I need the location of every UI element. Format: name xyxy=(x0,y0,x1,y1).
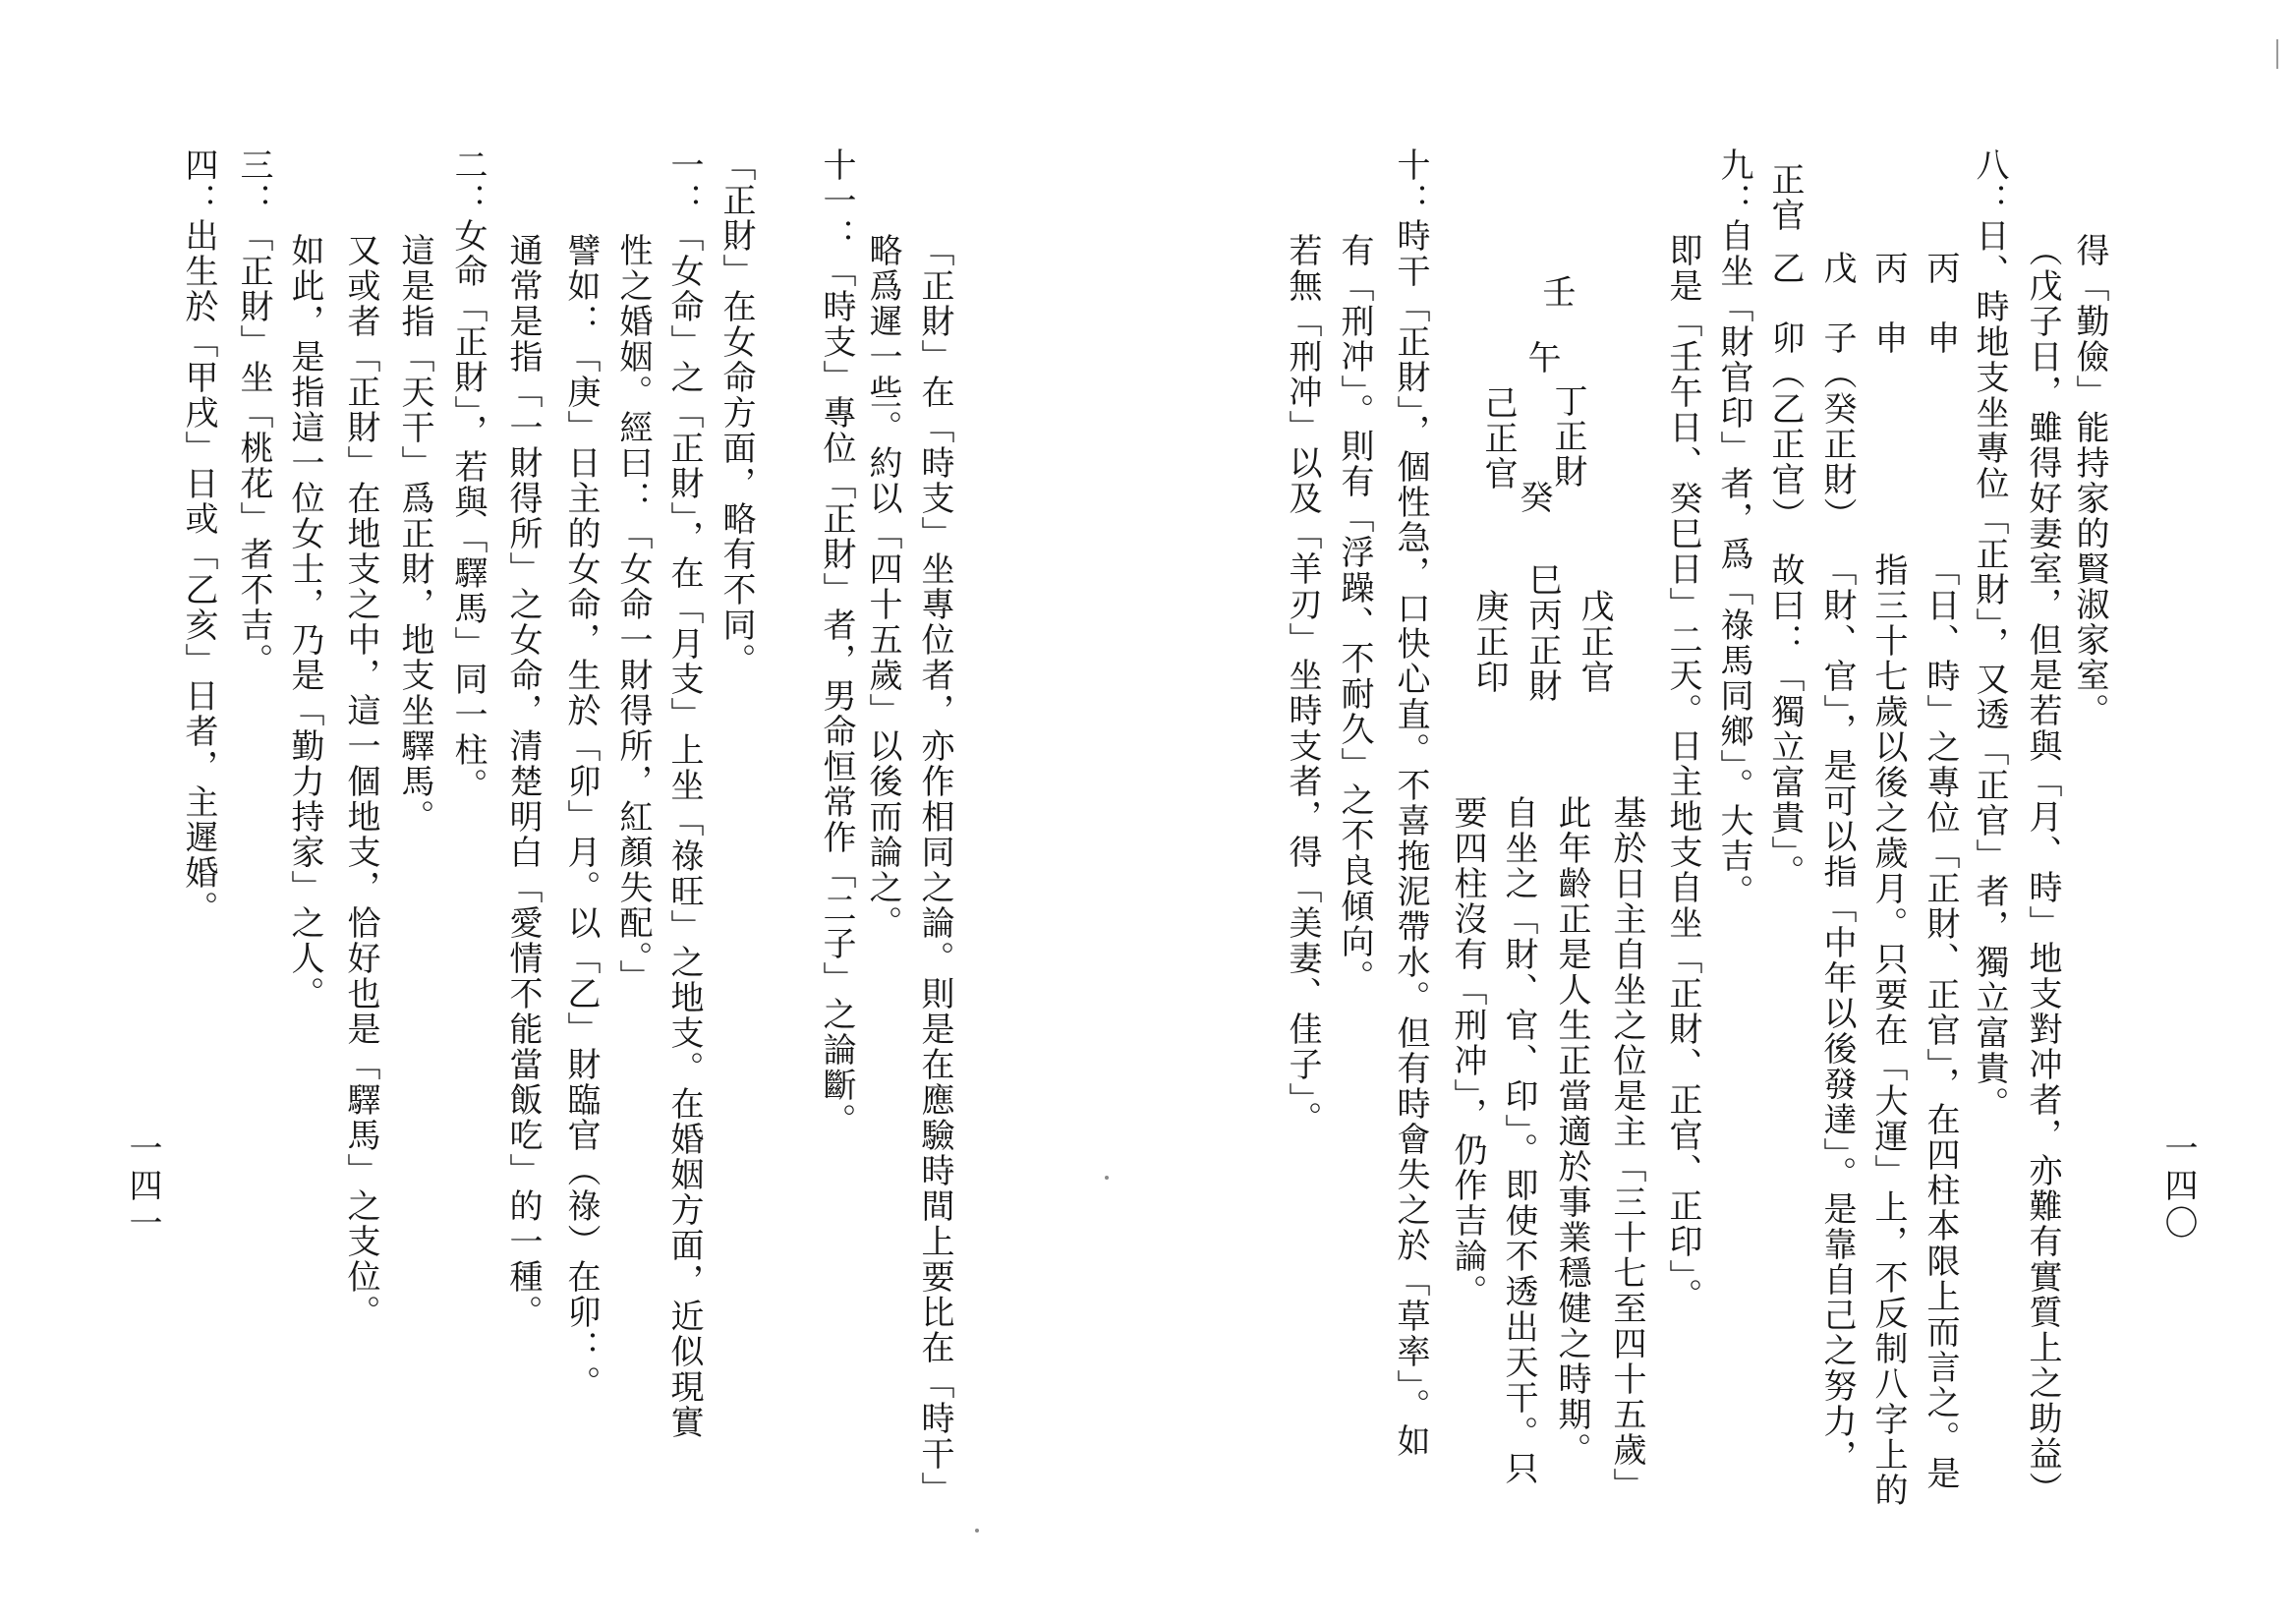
text-column: 「正財」在「時支」坐專位者，亦作相同之論。則是在應驗時間上要比在「時干」 xyxy=(915,233,954,1507)
pillar-stem: 乙 xyxy=(1765,251,1805,286)
section-heading-ten: 十：時干「正財」，個性急，口快心直。不喜拖泥帶水。但有時會失之於「草率」。如 xyxy=(1391,147,1430,1459)
text-column: 此年齡正是人生正當適於事業穩健之時期。 xyxy=(1552,795,1591,1468)
text-column: 略爲遲一些。約以「四十五歲」以後而論之。 xyxy=(863,233,902,941)
scan-speck xyxy=(1105,1176,1109,1180)
page-number: 一四〇 xyxy=(2158,1130,2198,1243)
pillar-branch: 申 xyxy=(1921,320,1960,356)
hidden-stem: 丙正財 xyxy=(1522,598,1562,704)
text-column: 自坐之「財、官、印」。即使不透出天干。只 xyxy=(1499,795,1538,1486)
text-column: 這是指「天干」爲正財，地支坐驛馬。 xyxy=(395,233,434,835)
page-number: 一四一 xyxy=(123,1130,162,1243)
text-column: 性之婚姻。經曰：「女命一財得所，紅顏失配。」 xyxy=(613,233,653,995)
text-column: （戊子日，雖得好妻室，但是若與「月、時」地支對冲者，亦難有實質上之助益） xyxy=(2023,233,2062,1507)
text-column: 基於日主自坐之位是主「三十七至四十五歲」 xyxy=(1607,795,1646,1503)
list-item-four: 四：出生於「甲戌」日或「乙亥」日者，主遲婚。 xyxy=(179,147,218,926)
text-column: 如此，是指這一位女士，乃是「勤力持家」之人。 xyxy=(285,233,324,1012)
pillar-branch: 午 xyxy=(1521,340,1561,376)
text-column: 通常是指「一財得所」之女命，清楚明白「愛情不能當飯吃」的一種。 xyxy=(503,233,543,1330)
pillar-stem: 癸 xyxy=(1514,480,1553,515)
section-heading-nine: 九：自坐「財官印」者，爲「祿馬同鄉」。大吉。 xyxy=(1714,147,1753,909)
pillar-stem: 丙 xyxy=(1921,251,1960,286)
pillar-stem: 戊 xyxy=(1817,251,1857,286)
text-column: 若無「刑冲」以及「羊刃」坐時支者，得「美妻、佳子」。 xyxy=(1283,233,1322,1136)
pillar-branch: 子 xyxy=(1817,320,1857,356)
pillar-branch: 巳 xyxy=(1522,562,1562,598)
hidden-stem: 戊正官 xyxy=(1575,589,1614,695)
text-column: 故曰：「獨立富貴」。 xyxy=(1765,552,1805,890)
pillar-branch: 申 xyxy=(1868,320,1908,356)
hidden-stem: 己正官 xyxy=(1478,385,1518,492)
hidden-stem: 庚正印 xyxy=(1469,589,1509,695)
pillar-stem: 丙 xyxy=(1868,251,1908,286)
text-column: 有「刑冲」。則有「浮躁、不耐久」之不良傾向。 xyxy=(1335,233,1374,995)
pillar-branch: 卯 xyxy=(1765,320,1805,356)
text-column: 指三十七歲以後之歲月。只要在「大運」上，不反制八字上的 xyxy=(1868,552,1908,1508)
list-item-three: 三：「正財」坐「桃花」者不吉。 xyxy=(234,147,273,678)
text-column: 譬如：「庚」日主的女命，生於「卯」月。以「乙」財臨官（祿）在卯：。 xyxy=(561,233,601,1401)
pillar-stem: 壬 xyxy=(1536,274,1576,310)
section-heading-eleven: 十一：「時支」專位「正財」者，男命恒常作「二子」之論斷。 xyxy=(817,147,856,1138)
list-item-one: 一：「女命」之「正財」，在「月支」上坐「祿旺」之地支。在婚姻方面，近似現實 xyxy=(664,147,704,1440)
pillar-note: （乙正官） xyxy=(1765,356,1805,533)
text-column: 「日、時」之專位「正財、正官」，在四柱本限上而言之。是 xyxy=(1921,552,1960,1491)
pillar-note: （癸正財） xyxy=(1817,356,1857,533)
text-column: 「財、官」，是可以指「中年以後發達」。是靠自己之努力， xyxy=(1817,552,1857,1475)
text-column: 即是「壬午日、癸巳日」二天。日主地支自坐「正財、正官、正印」。 xyxy=(1663,233,1702,1313)
subsection-heading: 「正財」在女命方面，略有不同。 xyxy=(717,147,756,678)
section-heading-eight: 八：日、時地支坐專位「正財」，又透「正官」者，獨立富貴。 xyxy=(1970,147,2009,1122)
scan-speck xyxy=(975,1529,979,1533)
text-column: 又或者「正財」在地支之中，這一個地支，恰好也是「驛馬」之支位。 xyxy=(341,233,380,1330)
text-column: 得「勤儉」能持家的賢淑家室。 xyxy=(2070,233,2109,728)
pillar-stem-note: 正官 xyxy=(1765,162,1805,233)
hidden-stem: 丁正財 xyxy=(1548,383,1587,490)
list-item-two: 二：女命「正財」，若與「驛馬」同一柱。 xyxy=(448,147,488,803)
text-column: 要四柱沒有「刑冲」，仍作吉論。 xyxy=(1448,795,1487,1309)
